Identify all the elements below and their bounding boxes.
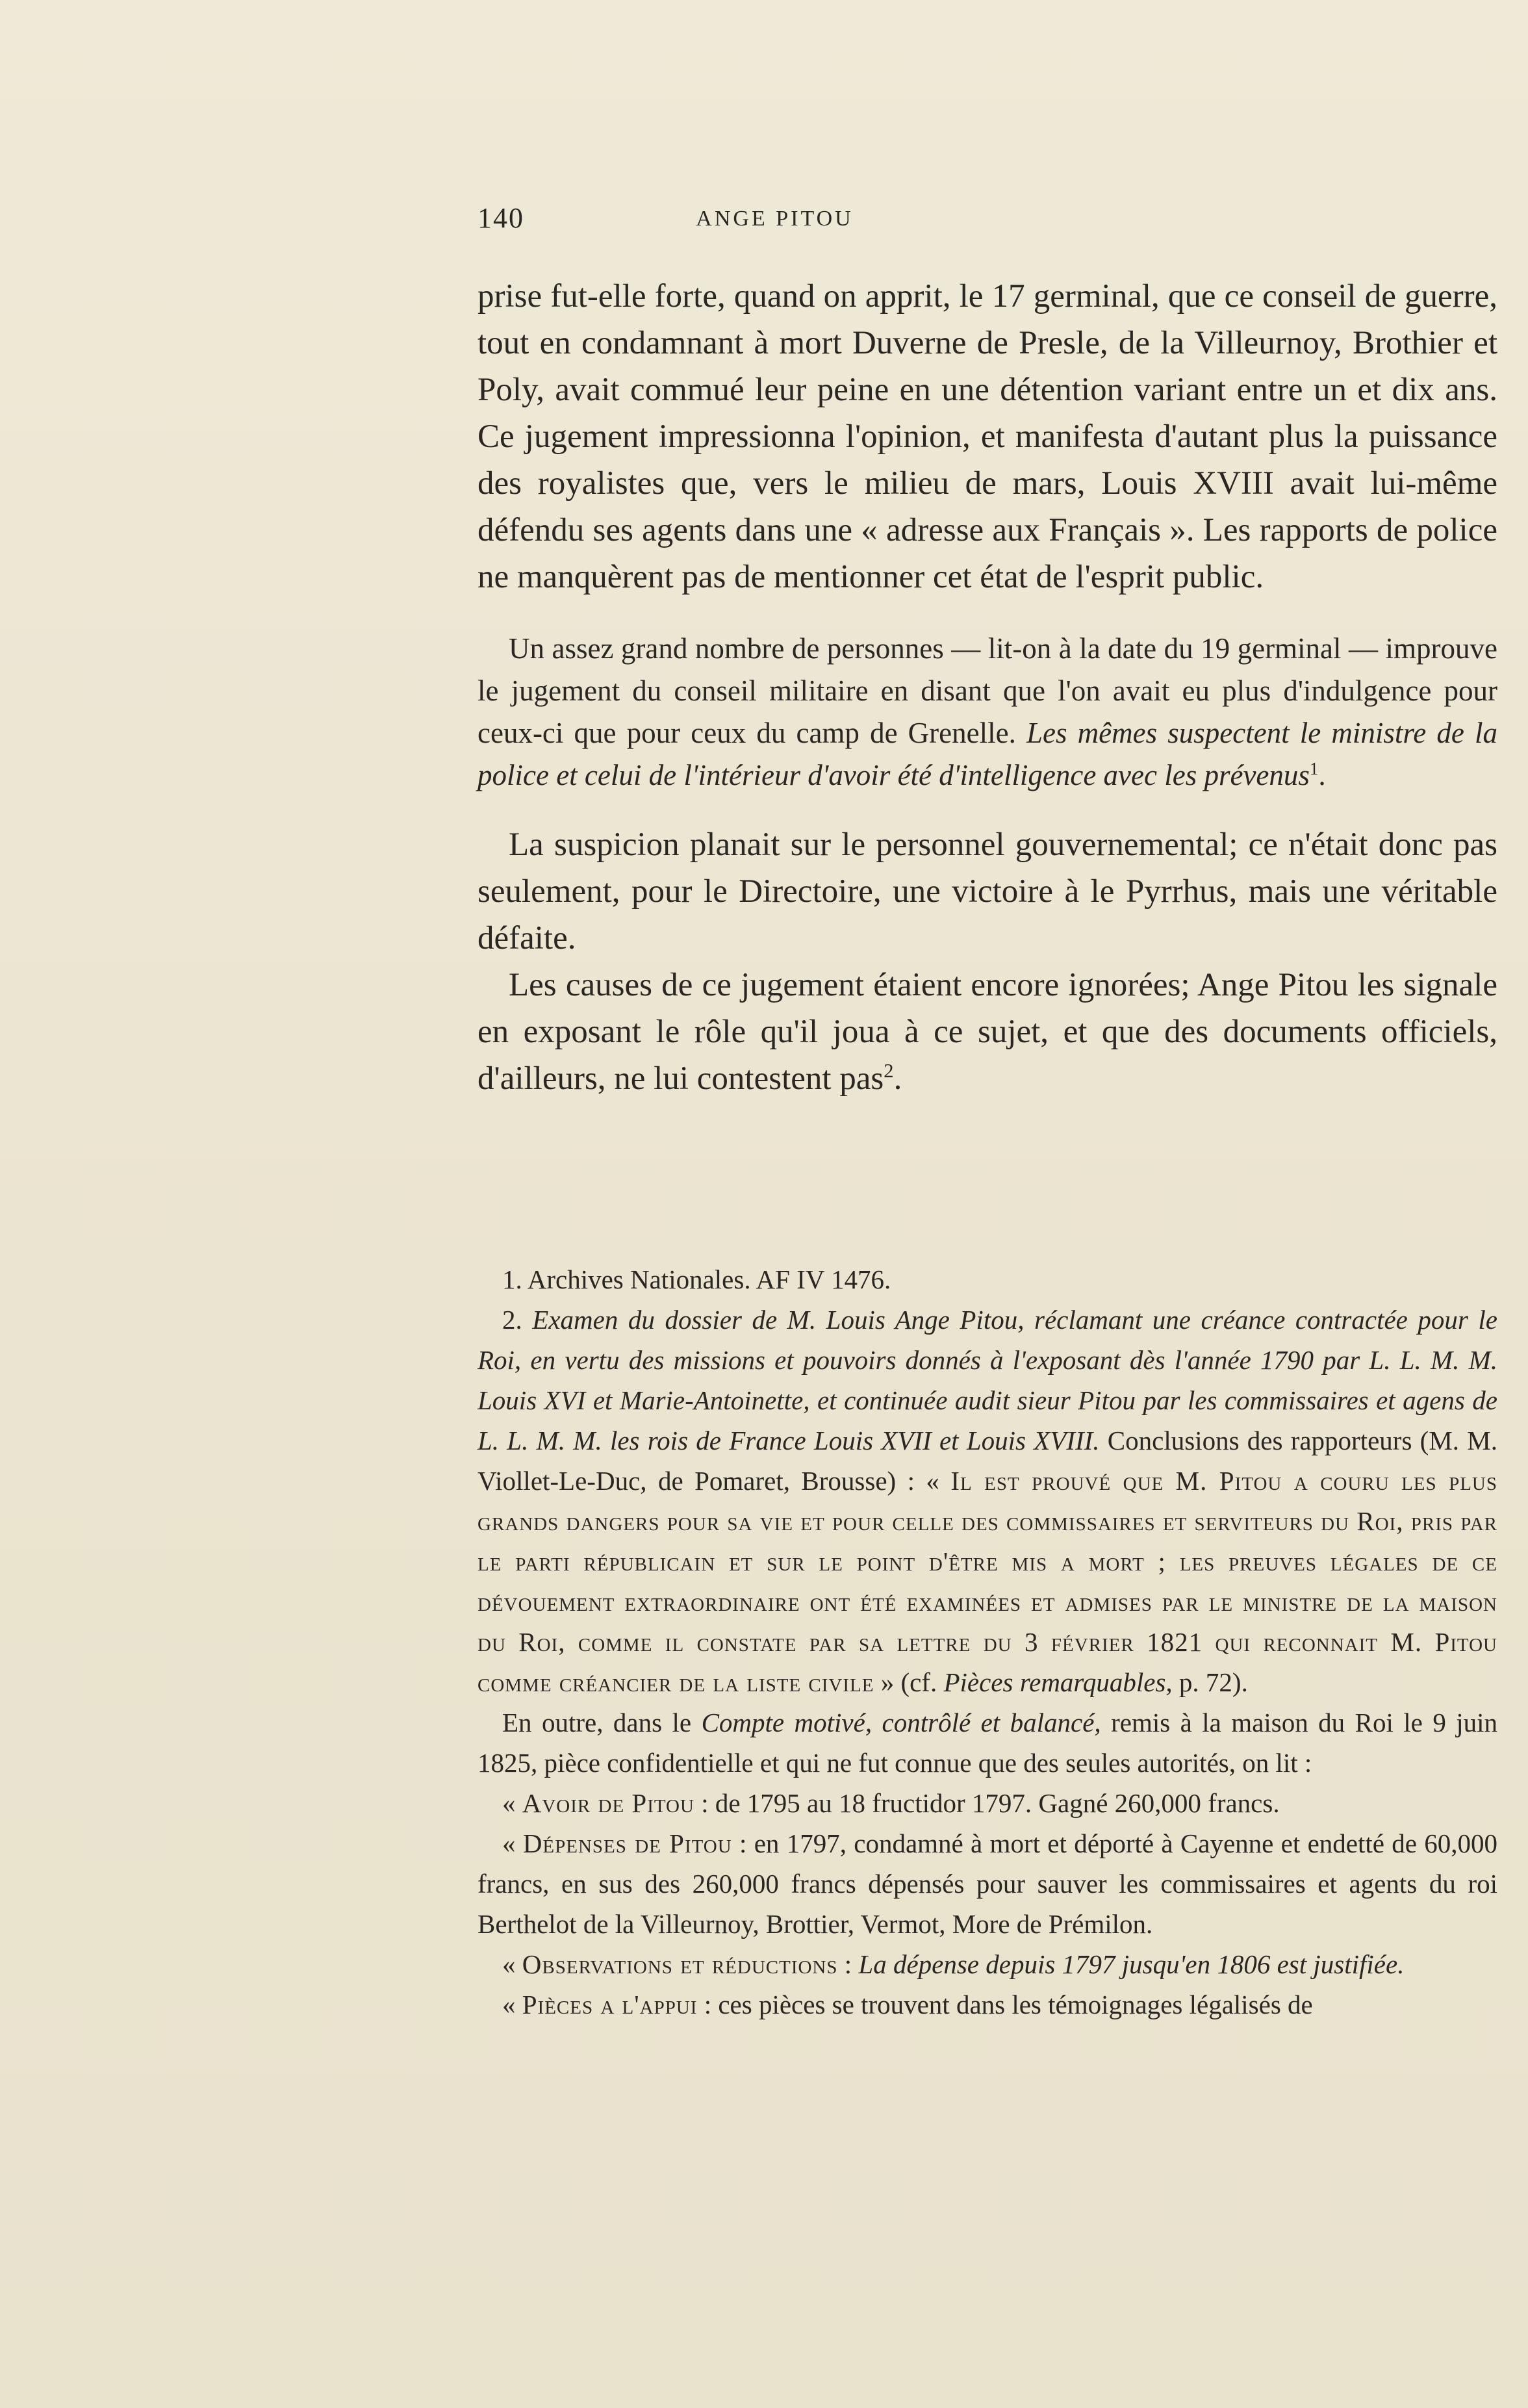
quoted-report — [478, 628, 1497, 797]
footnote-avoir-label: Avoir de Pitou — [522, 1788, 694, 1818]
footnote-depenses-open: « — [502, 1828, 516, 1858]
footnote-observations — [478, 1944, 1497, 1984]
footnote-compte-start: En outre, dans le — [502, 1708, 692, 1737]
footnote-2 — [478, 1300, 1497, 1702]
footnote-avoir-text: : de 1795 au 18 fructidor 1797. Gagné 260,000 francs. — [701, 1788, 1280, 1818]
footnote-avoir-open: « — [502, 1788, 516, 1818]
paragraph-3-end: . — [893, 1060, 902, 1097]
footnote-ref-2: 2 — [884, 1060, 894, 1082]
footnote-observations-open: « — [502, 1949, 516, 1979]
footnote-depenses-text: : en 1797, condamné à mort et déporté à Cayenne et endetté de 60,000 francs, en sus des 260,000 francs dépensés pour sauver les commissaires et agents du roi Berthelot de la Villeurnoy, Brottier, Vermot, More de Prémilon. — [478, 1828, 1498, 1939]
footnote-2-quote: Il est prouvé que M. Pitou a couru les plus grands dangers pour sa vie et pour celle des commissaires et serviteurs du Roi, pris par le parti républicain et sur le point d'être mis a mort ; les preuves légales de ce dévouement extraordinaire ont été examinées et admises par le ministre de la maison du Roi, comme il constate par sa lettre du 3 février 1821 qui reconnait M. Pitou comme créancier de la liste civile — [478, 1466, 1498, 1697]
footnote-depenses — [478, 1823, 1497, 1944]
footnote-pieces-text: : ces pièces se trouvent dans les témoignages légalisés de — [704, 1990, 1313, 2019]
quote-text: Un assez grand nombre de personnes — lit-on à la date du 19 germinal — improuve le jugement du conseil militaire en disant que l'on avait eu plus d'indulgence pour ceux-ci que pour ceux du camp de Grenelle. — [478, 632, 1497, 749]
quote-italic-text: Les mêmes suspectent le ministre de la police et celui de l'intérieur d'avoir été d'intelligence avec les prévenus — [478, 717, 1497, 791]
footnote-compte-title: Compte motivé, contrôlé et balancé, — [701, 1708, 1101, 1737]
footnote-2-cf: » (cf. — [880, 1667, 937, 1697]
footnote-2-title: Examen du dossier de M. Louis Ange Pitou, réclamant une créance contractée pour le Roi, en vertu des missions et pouvoirs donnés à l'exposant dès l'année 1790 par L. L. M. M. Louis XVI et Marie-Antoinette, et continuée audit sieur Pitou par les commissaires et agens de L. L. M. M. les rois de France Louis XVII et Louis XVIII. — [478, 1305, 1497, 1455]
footnote-depenses-label: Dépenses de Pitou — [522, 1828, 732, 1858]
footnote-pieces-label: Pièces a l'appui — [522, 1990, 698, 2019]
paragraph-1: prise fut-elle forte, quand on apprit, le 17 germinal, que ce conseil de guerre, tout en condamnant à mort Duverne de Presle, de la Villeurnoy, Brothier et Poly, avait commué leur peine en une détention variant entre un et dix ans. Ce jugement impressionna l'opinion, et manifesta d'autant plus la puissance des royalistes que, vers le milieu de mars, Louis XVIII avait lui-même défendu ses agents dans une « adresse aux Français ». Les rapports de police ne manquèrent pas de mentionner cet état de l'esprit public. — [478, 278, 1497, 595]
footnote-observations-colon: : — [844, 1949, 852, 1979]
footnote-1: 1. Archives Nationales. AF IV 1476. — [502, 1264, 891, 1294]
paragraph-3 — [478, 962, 1497, 1102]
footnote-2-number: 2. — [502, 1305, 522, 1335]
footnote-2-conclusions: Conclusions des rapporteurs (M. M. Viollet-Le-Duc, de Pomaret, Brousse) : « — [478, 1426, 1497, 1496]
footnote-2-source: Pièces remarquables, — [943, 1667, 1173, 1697]
page-header — [478, 201, 1072, 240]
footnote-ref-1: 1 — [1309, 759, 1319, 778]
paragraph-2: La suspicion planait sur le personnel gouvernemental; ce n'était donc pas seulement, pour le Directoire, une victoire à le Pyrrhus, mais une véritable défaite. — [478, 826, 1497, 956]
footnote-pieces-open: « — [502, 1990, 516, 2019]
main-text — [478, 273, 1497, 1102]
footnote-2-page: p. 72). — [1178, 1667, 1248, 1697]
footnote-observations-label: Observations et réductions — [522, 1949, 838, 1979]
footnote-pieces — [478, 1984, 1497, 2025]
paragraph-3-text: Les causes de ce jugement étaient encore ignorées; Ange Pitou les signale en exposant le rôle qu'il joua à ce sujet, et que des documents officiels, d'ailleurs, ne lui contestent pas — [478, 967, 1497, 1097]
footnotes — [478, 1259, 1497, 2025]
footnote-avoir — [478, 1783, 1497, 1823]
quote-end: . — [1318, 759, 1326, 791]
page-number: 140 — [478, 202, 524, 234]
footnote-observations-text: La dépense depuis 1797 jusqu'en 1806 est justifiée. — [858, 1949, 1405, 1979]
running-title: ANGE PITOU — [696, 207, 854, 231]
footnote-compte — [478, 1702, 1497, 1783]
footnote-compte-end: remis à la maison du Roi le 9 juin 1825, pièce confidentielle et qui ne fut connue que des seules autorités, on lit : — [478, 1708, 1498, 1778]
